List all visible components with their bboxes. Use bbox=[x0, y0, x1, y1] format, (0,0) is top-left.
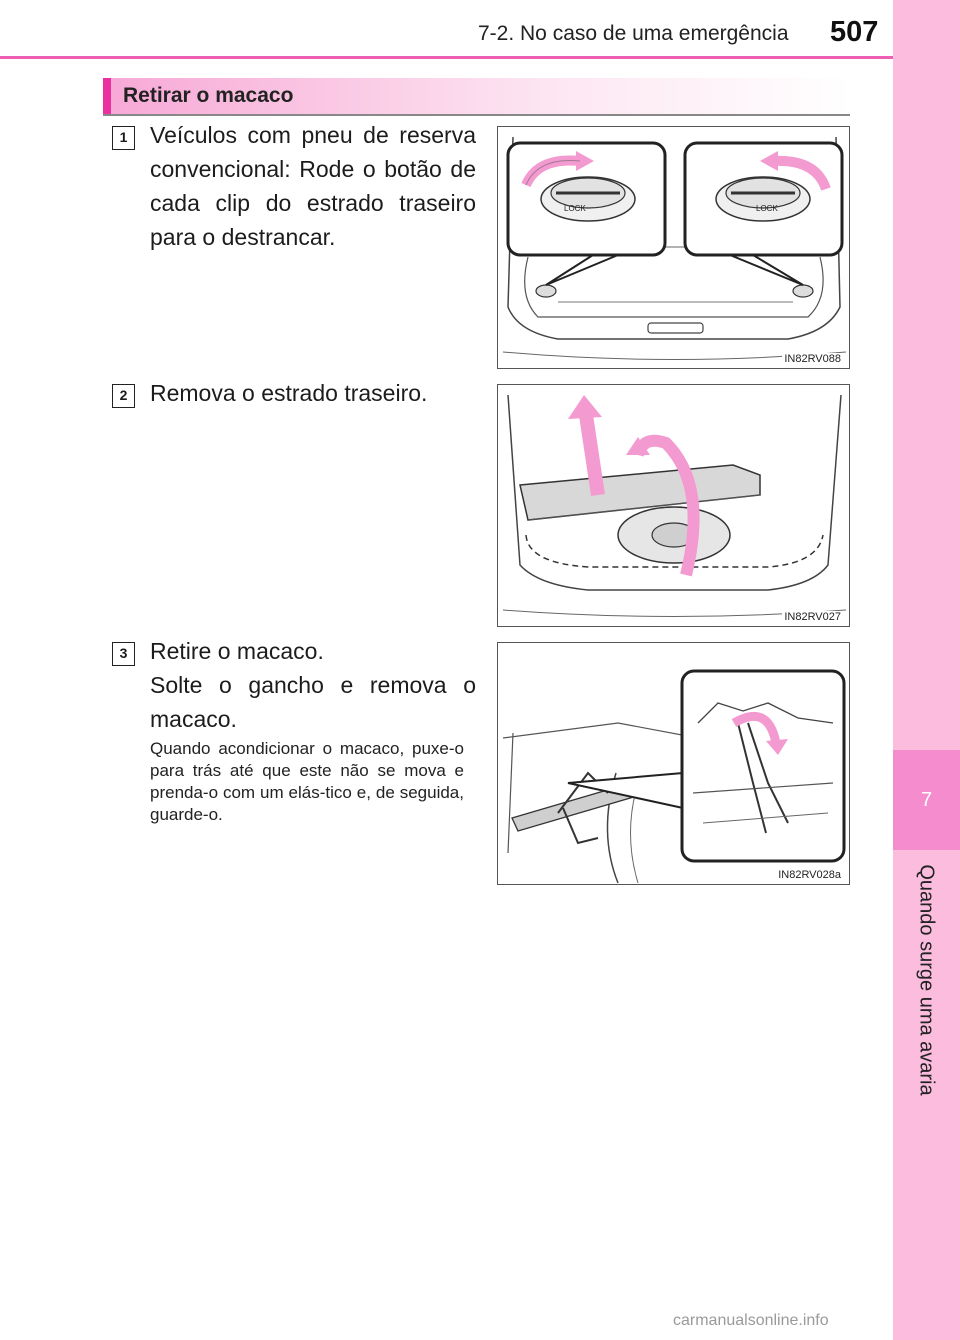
chapter-label: Quando surge uma avaria bbox=[915, 864, 938, 1096]
heading-text: Retirar o macaco bbox=[123, 84, 294, 107]
figure-1-code: IN82RV088 bbox=[784, 353, 841, 365]
step-1-text: Veículos com pneu de reserva convencional: Rode o botão de cada clip do estrado traseiro para o destrancar. bbox=[150, 122, 476, 250]
chapter-side-tab bbox=[893, 0, 960, 1340]
lock-label-right: LOCK bbox=[756, 204, 778, 213]
figure-3-code: IN82RV028a bbox=[778, 869, 841, 881]
step-3-note: Quando acondicionar o macaco, puxe-o para trás até que este não se mova e prenda-o com um elás-tico e, de seguida, guarde-o. bbox=[150, 739, 464, 824]
section-title: 7-2. No caso de uma emergência bbox=[478, 22, 789, 45]
watermark: carmanualsonline.info bbox=[673, 1312, 829, 1329]
figure-2-code: IN82RV027 bbox=[784, 611, 841, 623]
step-3-number: 3 bbox=[112, 642, 135, 666]
page-number: 507 bbox=[830, 16, 879, 48]
figure-unlock-clips bbox=[497, 126, 850, 369]
section-heading bbox=[103, 78, 850, 114]
step-2-number: 2 bbox=[112, 384, 135, 408]
figure-remove-deck-board bbox=[497, 384, 850, 627]
header-rule bbox=[0, 56, 893, 59]
figure-remove-jack bbox=[497, 642, 850, 885]
step-2-text: Remova o estrado traseiro. bbox=[150, 380, 428, 406]
heading-underline bbox=[103, 114, 850, 116]
chapter-number: 7 bbox=[893, 750, 960, 850]
step-3-text-detail: Solte o gancho e remova o macaco. bbox=[150, 672, 476, 732]
step-1-number: 1 bbox=[112, 126, 135, 150]
lock-label-left: LOCK bbox=[564, 204, 586, 213]
heading-accent bbox=[103, 78, 111, 114]
step-3-text: Retire o macaco. bbox=[150, 638, 324, 664]
